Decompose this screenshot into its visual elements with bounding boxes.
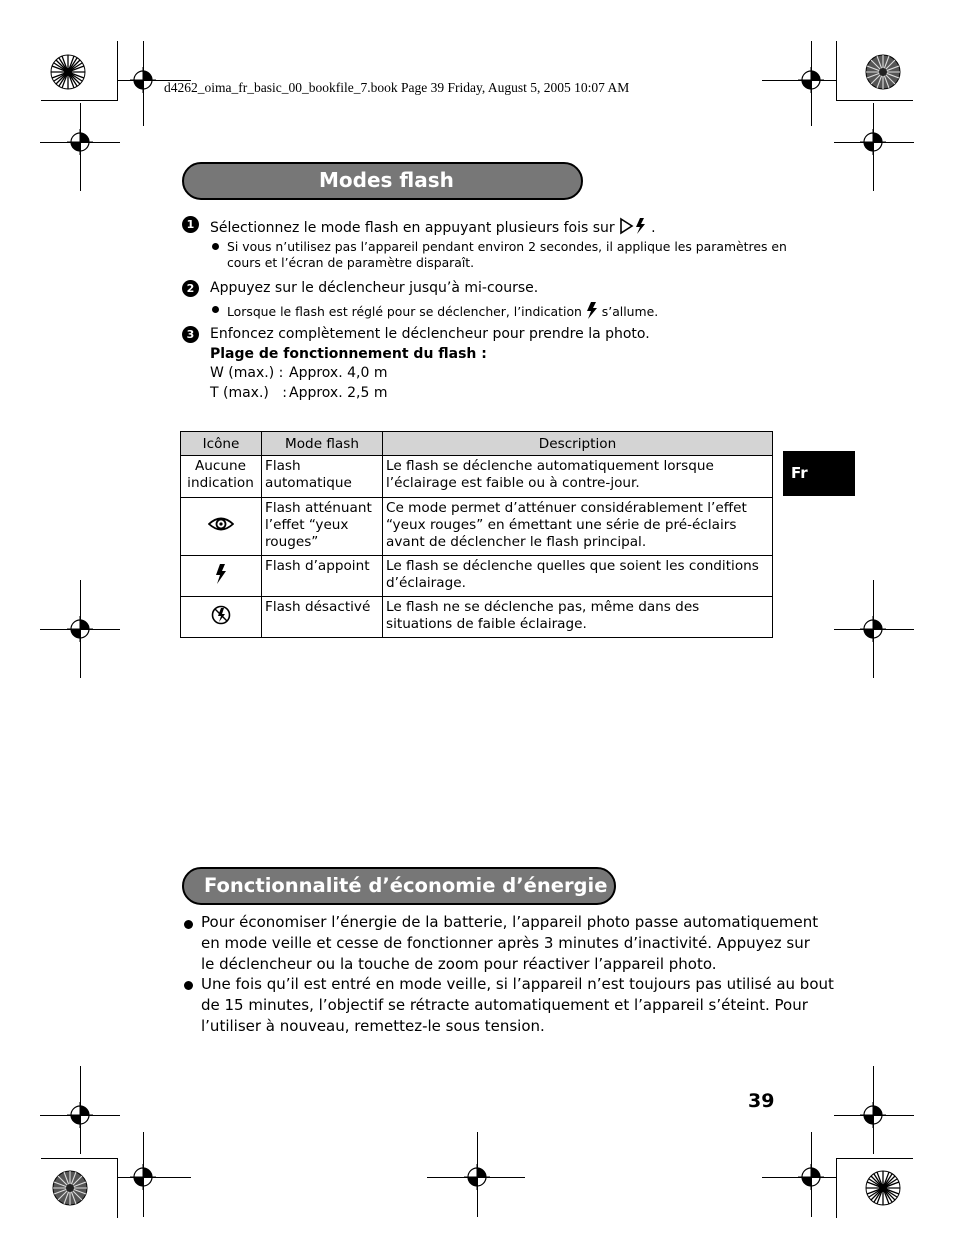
- table-row: [181, 456, 773, 498]
- range-w-label: W (max.) :: [210, 365, 284, 381]
- step-3-text: Enfoncez complètement le déclencheur pour prendre la photo.: [210, 326, 650, 342]
- column-header: Mode flash: [262, 432, 383, 456]
- flash-range-title: Plage de fonctionnement du flash :: [210, 346, 487, 362]
- table-header-row: [181, 432, 773, 456]
- icon-cell: [181, 597, 262, 638]
- paragraph-line: Pour économiser l’énergie de la batterie, l’appareil photo passe automatiquement: [201, 913, 819, 931]
- icon-cell: Aucune indication: [181, 456, 262, 498]
- step-number-3: 3: [182, 326, 199, 343]
- section-title-text: Modes flash: [319, 168, 454, 192]
- table-row: [181, 556, 773, 597]
- language-tab-label: Fr: [791, 464, 808, 482]
- mode-cell: Flash désactivé: [262, 597, 383, 638]
- file-info-header: d4262_oima_fr_basic_00_bookfile_7.book Page 39 Friday, August 5, 2005 10:07 AM: [164, 80, 630, 95]
- icon-cell: [181, 498, 262, 556]
- bullet-dot: [212, 306, 219, 313]
- step-2-text: Appuyez sur le déclencheur jusqu’à mi-course.: [210, 280, 539, 296]
- section-title-modes-flash: [182, 162, 583, 200]
- step-1-text: Sélectionnez le mode flash en appuyant plusieurs fois sur .: [210, 217, 656, 236]
- step-1-note-line1: Si vous n’utilisez pas l’appareil pendant environ 2 secondes, il applique les paramètres en: [227, 239, 787, 254]
- table-row: [181, 597, 773, 638]
- desc-cell: Le flash se déclenche automatiquement lorsque l’éclairage est faible ou à contre-jour.: [383, 456, 773, 498]
- mode-cell: Flash d’appoint: [262, 556, 383, 597]
- bullet-dot: [184, 981, 193, 990]
- desc-cell: Ce mode permet d’atténuer considérablement l’effet “yeux rouges” en émettant une série de pré-éclairs avant de déclencher le flash principal.: [383, 498, 773, 556]
- section-title-text: Fonctionnalité d’économie d’énergie: [204, 874, 608, 897]
- mode-cell: Flash atténuant l’effet “yeux rouges”: [262, 498, 383, 556]
- red-eye-icon: [208, 516, 234, 532]
- column-header: Description: [383, 432, 773, 456]
- paragraph-line: Une fois qu’il est entré en mode veille, si l’appareil n’est toujours pas utilisé au bout: [201, 975, 834, 993]
- step-number-1: 1: [182, 216, 199, 233]
- icon-cell: [181, 556, 262, 597]
- page-number: 39: [748, 1090, 775, 1112]
- paragraph-line: le déclencheur ou la touche de zoom pour réactiver l’appareil photo.: [201, 955, 717, 973]
- flash-modes-table: [180, 431, 773, 638]
- step-number-2: 2: [182, 280, 199, 297]
- column-header: Icône: [181, 432, 262, 456]
- section-title-energy-saving: [182, 867, 616, 905]
- step-2-note: Lorsque le flash est réglé pour se déclencher, l’indication s’allume.: [227, 304, 659, 319]
- paragraph-line: de 15 minutes, l’objectif se rétracte automatiquement et l’appareil s’éteint. Pour: [201, 996, 808, 1014]
- bullet-dot: [212, 243, 219, 250]
- range-w-value: Approx. 4,0 m: [289, 365, 388, 381]
- step-1-note-line2: cours et l’écran de paramètre disparaît.: [227, 255, 475, 270]
- flash-icon: [586, 302, 598, 319]
- flash-off-icon: [211, 605, 231, 625]
- mode-cell: Flash automatique: [262, 456, 383, 498]
- table-row: [181, 498, 773, 556]
- range-t-label: T (max.) :: [210, 385, 287, 401]
- bullet-dot: [184, 920, 193, 929]
- desc-cell: Le flash se déclenche quelles que soient les conditions d’éclairage.: [383, 556, 773, 597]
- range-t-value: Approx. 2,5 m: [289, 385, 388, 401]
- paragraph-line: en mode veille et cesse de fonctionner après 3 minutes d’inactivité. Appuyez sur: [201, 934, 810, 952]
- paragraph-line: l’utiliser à nouveau, remettez-le sous tension.: [201, 1017, 545, 1035]
- flash-icon: [215, 564, 227, 584]
- desc-cell: Le flash ne se déclenche pas, même dans des situations de faible éclairage.: [383, 597, 773, 638]
- arrow-flash-icon: [619, 217, 651, 235]
- language-tab: [783, 451, 855, 496]
